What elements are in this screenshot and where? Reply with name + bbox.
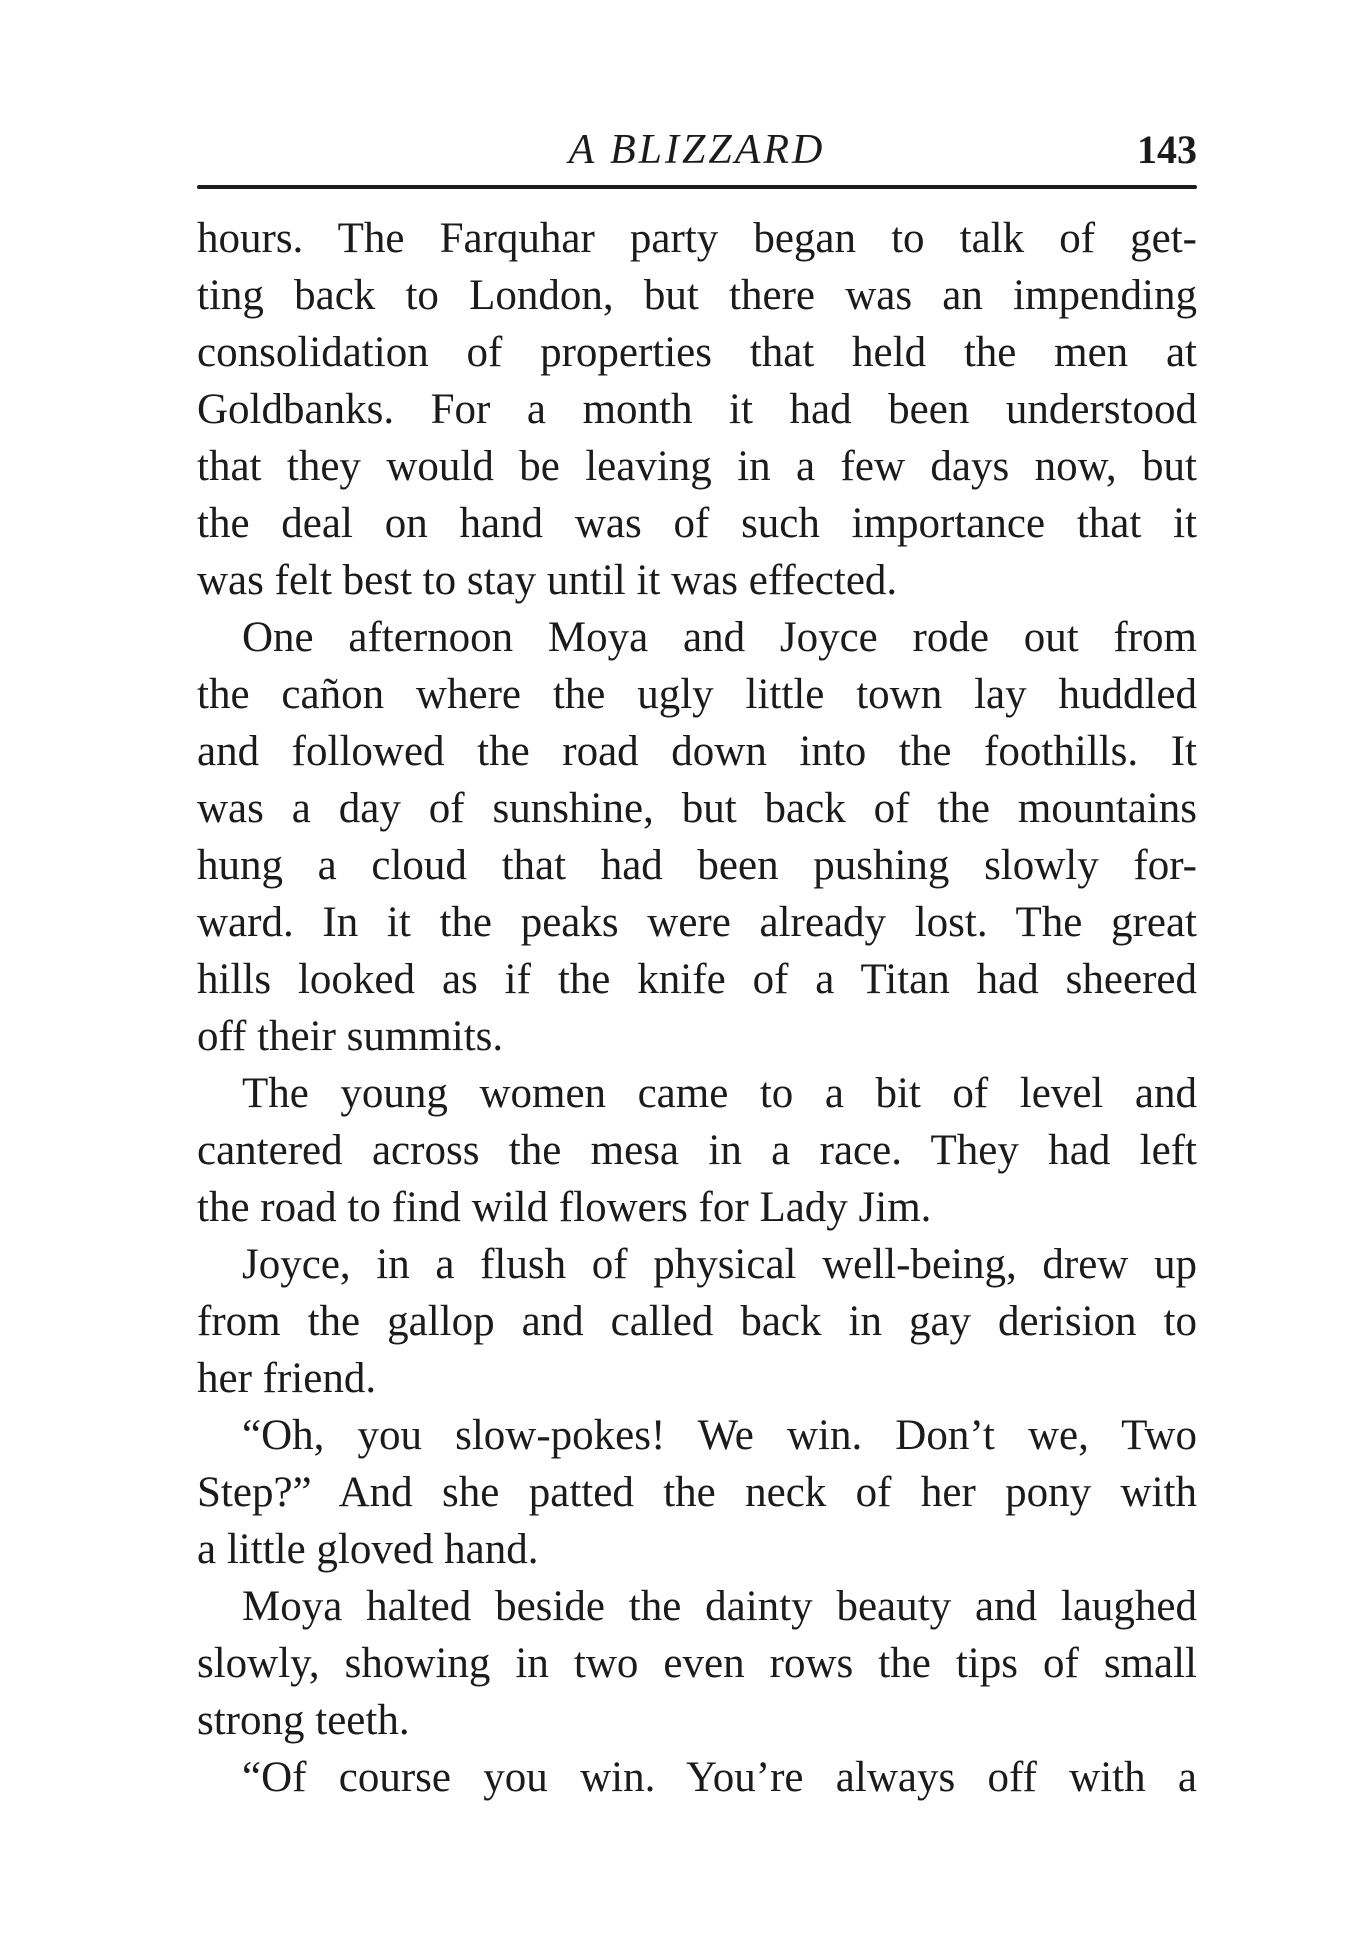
- header-rule: [197, 185, 1197, 189]
- text-line: “Oh, you slow-pokes! We win. Don’t we, Two: [242, 1412, 1197, 1459]
- text-line: the cañon where the ugly little town lay huddled: [197, 671, 1197, 718]
- text-line: “Of course you win. You’re always off with a: [242, 1754, 1197, 1801]
- text-line: and followed the road down into the foothills. It: [197, 728, 1197, 775]
- text-line: was felt best to stay until it was effected.: [197, 557, 898, 604]
- text-line: Joyce, in a flush of physical well-being, drew up: [242, 1241, 1197, 1288]
- text-line: that they would be leaving in a few days now, but: [197, 443, 1197, 490]
- chapter-title: A BLIZZARD: [568, 127, 826, 173]
- running-head: [197, 120, 1197, 180]
- text-line: One afternoon Moya and Joyce rode out from: [242, 614, 1197, 661]
- text-line: Step?” And she patted the neck of her pony with: [197, 1469, 1197, 1516]
- text-line: strong teeth.: [197, 1697, 410, 1744]
- body-text: [197, 210, 1197, 1806]
- text-line: the deal on hand was of such importance that it: [197, 500, 1197, 547]
- text-line: from the gallop and called back in gay derision to: [197, 1298, 1197, 1345]
- text-line: slowly, showing in two even rows the tips of small: [197, 1640, 1197, 1687]
- text-line: the road to find wild flowers for Lady Jim.: [197, 1184, 932, 1231]
- text-line: The young women came to a bit of level and: [242, 1070, 1197, 1117]
- text-line: hours. The Farquhar party began to talk of get-: [197, 215, 1197, 262]
- text-line: her friend.: [197, 1355, 377, 1402]
- text-line: hung a cloud that had been pushing slowly for-: [197, 842, 1197, 889]
- text-line: was a day of sunshine, but back of the mountains: [197, 785, 1197, 832]
- text-line: Moya halted beside the dainty beauty and laughed: [242, 1583, 1197, 1630]
- text-line: ting back to London, but there was an impending: [197, 272, 1197, 319]
- text-line: off their summits.: [197, 1013, 504, 1060]
- text-line: cantered across the mesa in a race. They had left: [197, 1127, 1197, 1174]
- text-line: Goldbanks. For a month it had been understood: [197, 386, 1197, 433]
- text-line: hills looked as if the knife of a Titan had sheered: [197, 956, 1197, 1003]
- text-line: a little gloved hand.: [197, 1526, 539, 1573]
- text-line: ward. In it the peaks were already lost. The great: [197, 899, 1197, 946]
- page-number: 143: [1137, 127, 1197, 172]
- text-line: consolidation of properties that held the men at: [197, 329, 1197, 376]
